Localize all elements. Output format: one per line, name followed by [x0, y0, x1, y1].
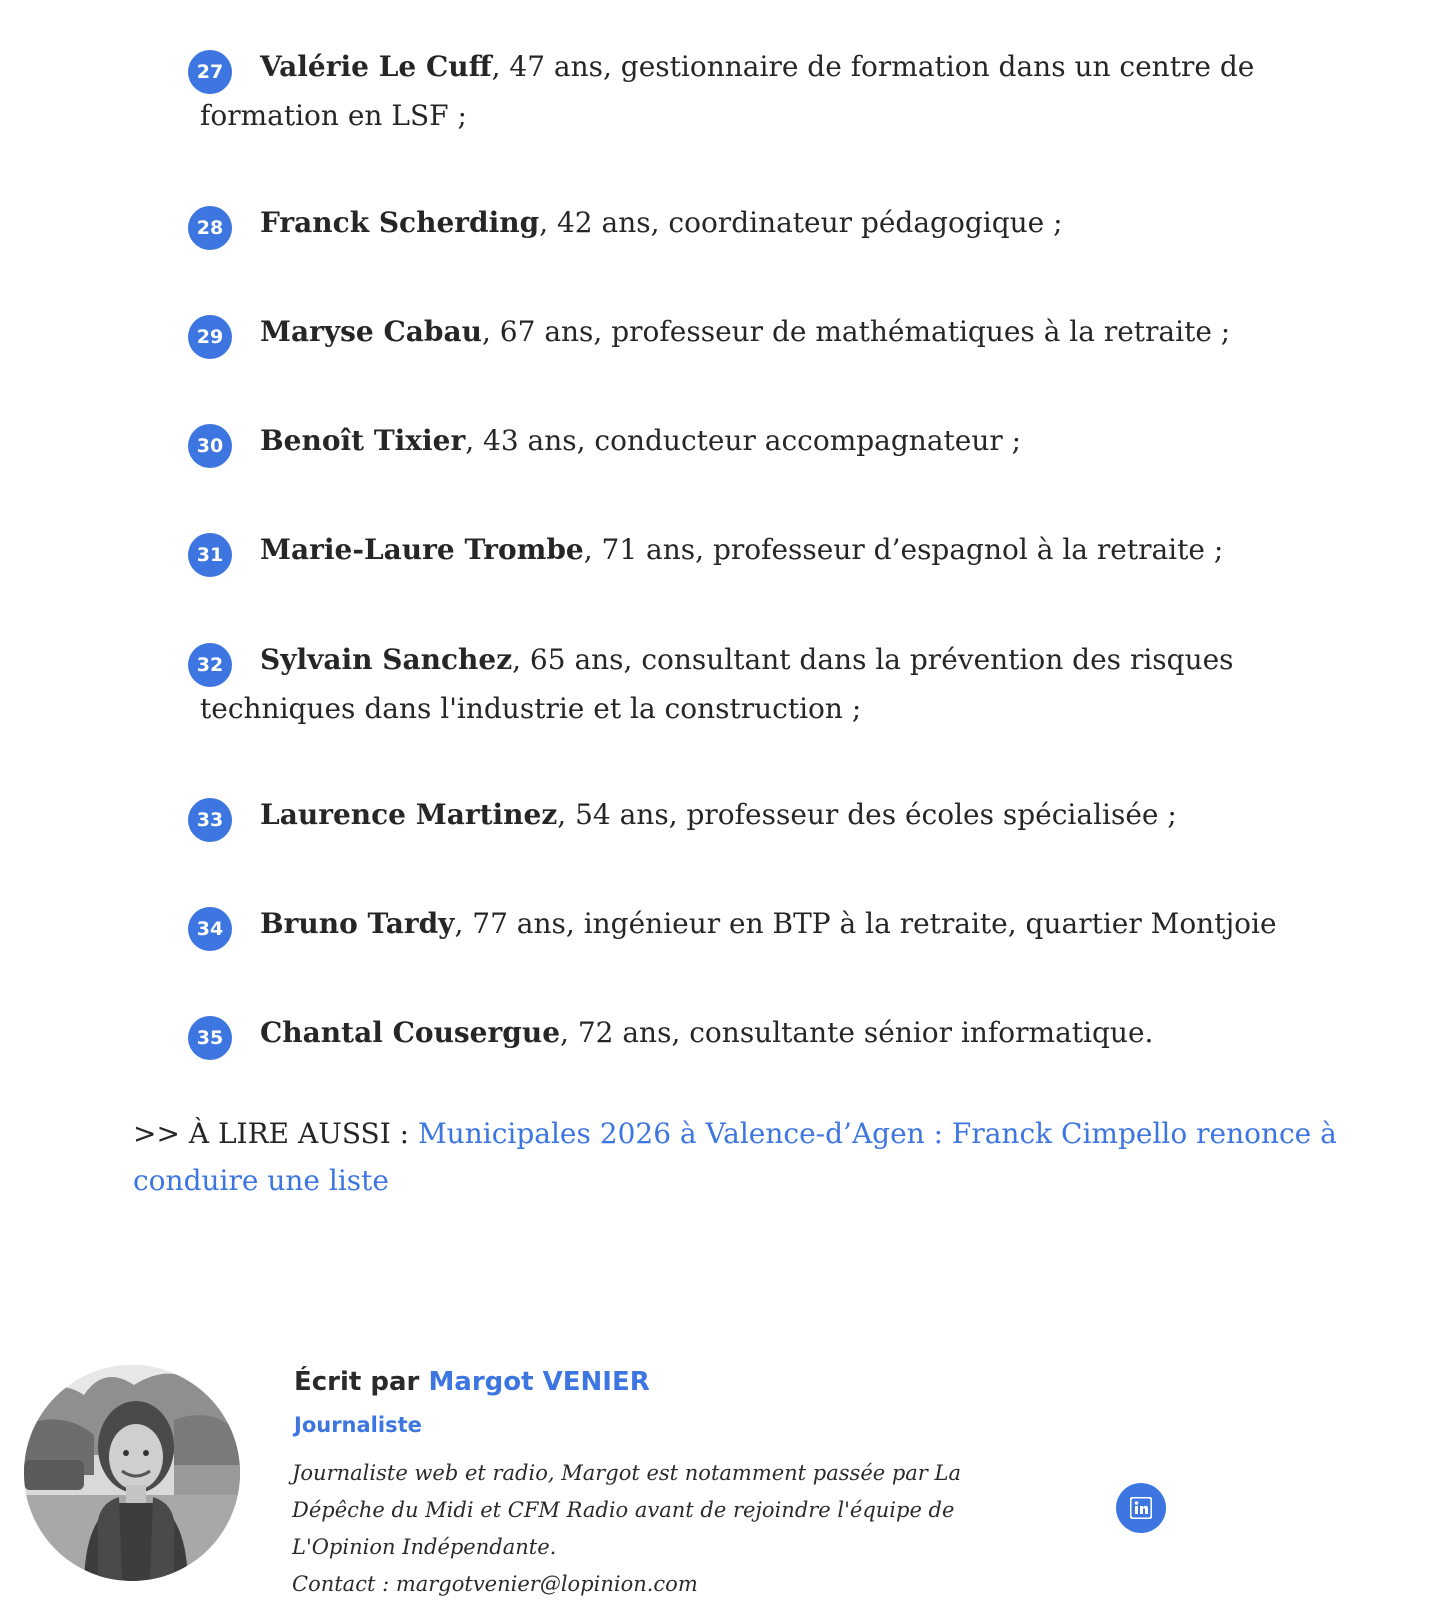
candidate-name: Benoît Tixier [260, 424, 466, 457]
candidate-name: Sylvain Sanchez [260, 643, 513, 676]
candidate-details: , 65 ans, consultant dans la prévention des risques techniques dans l'industrie et la construction ; [200, 643, 1234, 725]
author-byline [294, 1364, 650, 1400]
list-item-text [200, 1008, 1380, 1057]
author-avatar [24, 1365, 240, 1581]
candidate-name: Maryse Cabau [260, 315, 482, 348]
linkedin-button[interactable] [1116, 1483, 1166, 1533]
candidate-details: , 54 ans, professeur des écoles spécialisée ; [557, 798, 1177, 831]
candidate-details: , 67 ans, professeur de mathématiques à la retraite ; [482, 315, 1231, 348]
list-item-text [200, 635, 1380, 733]
list-item-text [200, 525, 1380, 574]
author-bio-text: Journaliste web et radio, Margot est notamment passée par La Dépêche du Midi et CFM Radio avant de rejoindre l'équipe de L'Opinion Indépendante. [292, 1461, 961, 1559]
author-contact: Contact : margotvenier@lopinion.com [292, 1572, 698, 1596]
author-bio [292, 1455, 1052, 1603]
list-item-text [200, 42, 1380, 140]
candidate-name: Marie-Laure Trombe [260, 533, 584, 566]
list-item-text [200, 899, 1380, 948]
author-photo [24, 1365, 240, 1581]
candidate-details: , 47 ans, gestionnaire de formation dans un centre de formation en LSF ; [200, 50, 1255, 132]
author-name-link[interactable]: Margot VENIER [428, 1367, 650, 1397]
candidate-details: , 77 ans, ingénieur en BTP à la retraite, quartier Montjoie [454, 907, 1277, 940]
number-badge: 28 [188, 206, 232, 250]
number-badge: 34 [188, 907, 232, 951]
number-badge: 32 [188, 643, 232, 687]
number-badge: 31 [188, 533, 232, 577]
number-badge: 30 [188, 424, 232, 468]
list-item-text [200, 307, 1380, 356]
linkedin-icon [1130, 1497, 1152, 1519]
number-badge: 27 [188, 50, 232, 94]
candidate-details: , 42 ans, coordinateur pédagogique ; [539, 206, 1063, 239]
candidate-name: Valérie Le Cuff [260, 50, 492, 83]
author-role: Journaliste [294, 1413, 422, 1437]
read-also [133, 1110, 1393, 1204]
number-badge: 33 [188, 798, 232, 842]
list-item-text [200, 790, 1380, 839]
number-badge: 35 [188, 1016, 232, 1060]
candidate-name: Bruno Tardy [260, 907, 455, 940]
number-badge: 29 [188, 315, 232, 359]
read-also-link[interactable]: Municipales 2026 à Valence-d’Agen : Franck Cimpello renonce à conduire une liste [133, 1117, 1337, 1197]
candidate-name: Franck Scherding [260, 206, 540, 239]
candidate-details: , 72 ans, consultante sénior informatique. [560, 1016, 1154, 1049]
candidate-name: Chantal Cousergue [260, 1016, 561, 1049]
candidate-details: , 71 ans, professeur d’espagnol à la retraite ; [583, 533, 1224, 566]
written-by-label: Écrit par [294, 1367, 420, 1397]
candidate-details: , 43 ans, conducteur accompagnateur ; [465, 424, 1022, 457]
list-item-text [200, 198, 1380, 247]
read-also-prefix: >> À LIRE AUSSI : [133, 1117, 419, 1150]
candidate-name: Laurence Martinez [260, 798, 558, 831]
list-item-text [200, 416, 1380, 465]
